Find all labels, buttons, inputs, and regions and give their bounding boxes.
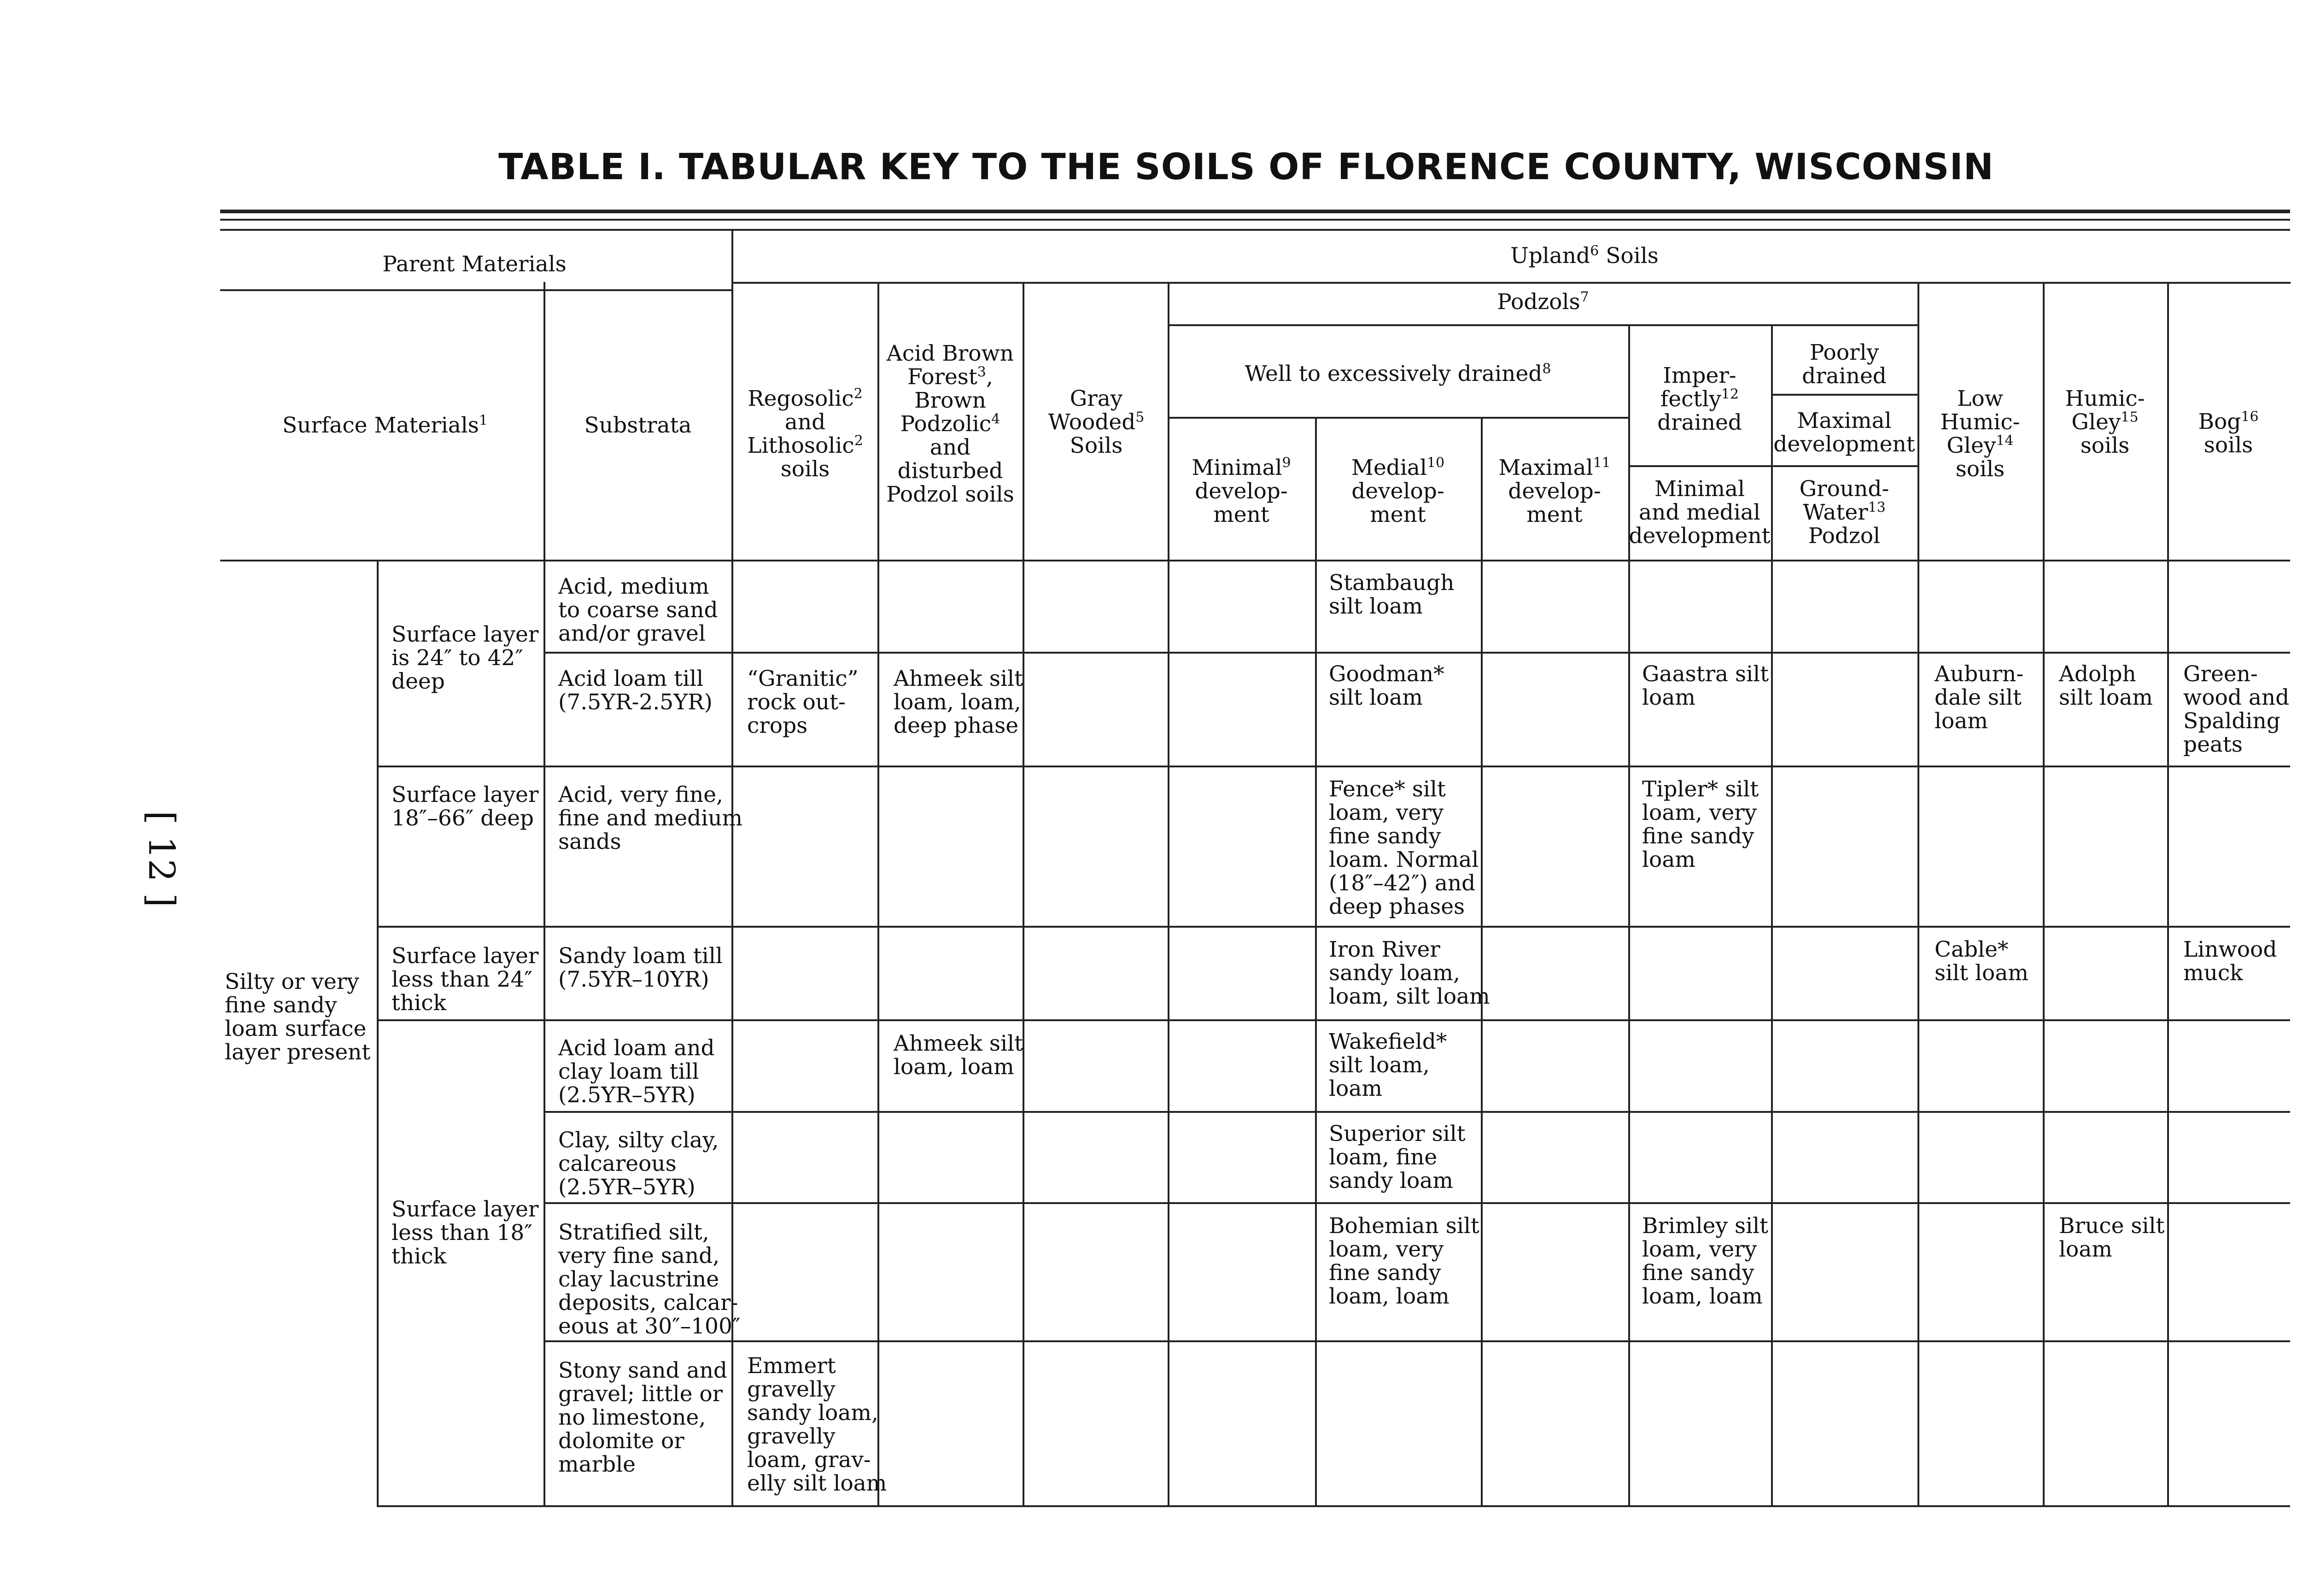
header-maximal-development: Maximal$^{11}$ develop- ment (1498, 455, 1611, 527)
soil-cell: Green- wood and Spalding peats (2183, 661, 2290, 757)
soil-cell: Tipler* silt loam, very fine sandy loam (1642, 777, 1759, 872)
soil-cell: Linwood muck (2183, 937, 2277, 986)
soil-cell: Gaastra silt loam (1642, 661, 1769, 710)
top-rule (220, 210, 2290, 213)
surface-material-silty: Silty or very fine sandy loam surface layer present (225, 969, 371, 1065)
surface-layer-less-18: Surface layer less than 18″ thick (392, 1197, 539, 1269)
col-rule-humic-gley (2167, 282, 2169, 1506)
soil-cell: Emmert gravelly sandy loam, gravelly loam, grav- elly silt loam (747, 1353, 887, 1496)
header-acid-brown-forest: Acid Brown Forest$^3$, Brown Podzolic$^4$ and disturbed Podzol soils (886, 341, 1014, 507)
header-medial-development: Medial$^{10}$ develop- ment (1351, 455, 1445, 527)
soil-cell: Cable* silt loam (1935, 937, 2028, 986)
soil-cell: Adolph silt loam (2059, 661, 2153, 710)
header-minimal-medial-development: Minimal and medial development (1629, 476, 1771, 549)
header-substrata: Substrata (584, 413, 692, 438)
soil-cell: Bohemian silt loam, very fine sandy loam, loam (1329, 1213, 1479, 1309)
table-title: TABLE I. TABULAR KEY TO THE SOILS OF FLORENCE COUNTY, WISCONSIN (498, 146, 1994, 188)
substrata-cell: Acid, medium to coarse sand and/or gravel (558, 574, 718, 646)
col-rule-acid-brown (1023, 282, 1024, 1506)
soil-cell: Superior silt loam, fine sandy loam (1329, 1121, 1466, 1193)
substrata-cell: Acid, very fine, fine and medium sands (558, 782, 743, 854)
surface-layer-less-24: Surface layer less than 24″ thick (392, 943, 539, 1016)
soil-cell: Wakefield* silt loam, loam (1329, 1029, 1447, 1101)
soil-cell: Fence* silt loam, very fine sandy loam. Normal (18″–42″) and deep phases (1329, 777, 1479, 919)
rule-under-podzols (1168, 324, 1917, 326)
header-surface-materials: Surface Materials$^1$ (282, 412, 488, 438)
col-rule-imperfectly (1771, 324, 1773, 1506)
header-bog-soils: Bog$^{16}$ soils (2198, 409, 2259, 458)
header-parent-materials: Parent Materials (382, 251, 567, 277)
row-rule-2 (377, 766, 2290, 767)
rule-under-drained (1628, 465, 1917, 467)
soil-cell: Bruce silt loam (2059, 1213, 2165, 1262)
substrata-cell: Sandy loam till (7.5YR–10YR) (558, 943, 723, 992)
row-rule-6 (544, 1202, 2290, 1204)
surface-layer-24-42: Surface layer is 24″ to 42″ deep (392, 622, 539, 694)
substrata-cell: Acid loam and clay loam till (2.5YR–5YR) (558, 1035, 715, 1108)
surface-layer-18-66: Surface layer 18″–66″ deep (392, 782, 539, 831)
header-low-humic-gley: Low Humic- Gley$^{14}$ soils (1940, 386, 2020, 482)
header-imperfectly-drained: Imper- fectly$^{12}$ drained (1657, 363, 1742, 435)
col-rule-surface-layer (377, 560, 379, 1506)
top-rule-thin (220, 219, 2290, 221)
header-regosolic: Regosolic$^2$ and Lithosolic$^2$ soils (747, 386, 863, 482)
rule-under-poorly-drained (1771, 394, 1917, 396)
header-groundwater-podzol: Ground- Water$^{13}$ Podzol (1799, 476, 1889, 549)
header-gray-wooded: Gray Wooded$^5$ Soils (1048, 386, 1145, 458)
header-minimal-development: Minimal$^9$ develop- ment (1192, 455, 1291, 527)
substrata-cell: Acid loam till (7.5YR-2.5YR) (558, 666, 713, 715)
header-humic-gley: Humic- Gley$^{15}$ soils (2065, 386, 2145, 458)
table-bottom-rule (377, 1505, 2290, 1507)
substrata-cell: Stratified silt, very fine sand, clay lacustrine deposits, calcar- eous at 30″–100″ (558, 1220, 741, 1339)
soil-cell: Ahmeek silt loam, loam, deep phase (894, 666, 1023, 738)
row-rule-7 (544, 1340, 2290, 1342)
col-rule-gray-wooded (1168, 282, 1169, 1506)
row-rule-3 (377, 926, 2290, 928)
soil-cell: Ahmeek silt loam, loam (894, 1031, 1023, 1080)
row-rule-5 (544, 1111, 2290, 1113)
soil-cell: Iron River sandy loam, loam, silt loam (1329, 937, 1490, 1009)
soil-cell: Brimley silt loam, very fine sandy loam, loam (1642, 1213, 1769, 1309)
rule-under-well-drained (1168, 417, 1628, 419)
substrata-cell: Stony sand and gravel; little or no limestone, dolomite or marble (558, 1358, 727, 1477)
header-poorly-drained: Poorly drained (1802, 340, 1887, 389)
row-rule-1 (544, 652, 2290, 654)
col-rule-regosolic (877, 282, 879, 1506)
rule-under-parent-materials (220, 289, 731, 291)
row-rule-4 (377, 1019, 2290, 1021)
col-rule-poorly (1917, 282, 1919, 1506)
substrata-cell: Clay, silty clay, calcareous (2.5YR–5YR) (558, 1128, 719, 1200)
header-maximal-development-poorly: Maximal development (1773, 408, 1915, 457)
header-bottom-rule (220, 560, 2290, 561)
header-rule (220, 229, 2290, 231)
col-rule-substrata (544, 282, 545, 1506)
soil-cell: Stambaugh silt loam (1329, 570, 1455, 619)
soil-cell: “Granitic” rock out- crops (747, 666, 859, 738)
page-number: [ 12 ] (140, 811, 182, 907)
rule-under-upland (731, 282, 2291, 284)
header-upland-soils: Upland$^6$ Soils (1510, 243, 1659, 269)
soil-cell: Auburn- dale silt loam (1935, 661, 2024, 734)
header-well-drained: Well to excessively drained$^8$ (1245, 361, 1551, 386)
col-rule-low-humic (2043, 282, 2045, 1506)
soil-cell: Goodman* silt loam (1329, 661, 1444, 710)
header-podzols: Podzols$^7$ (1497, 289, 1589, 315)
col-rule-minimal (1315, 417, 1317, 1506)
